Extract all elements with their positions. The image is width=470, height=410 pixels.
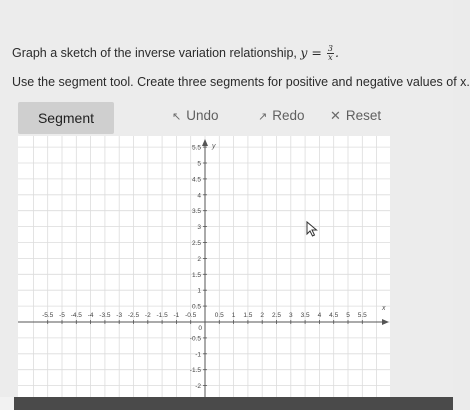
pointer-cursor-icon: [306, 221, 318, 242]
undo-arrow-icon: ↖: [172, 111, 182, 123]
equation-end: .: [334, 45, 339, 60]
y-tick-label: 0.5: [191, 303, 201, 311]
equation-denominator: x: [328, 53, 333, 62]
equation-numerator: 3: [327, 44, 333, 53]
x-axis-arrow-icon: [382, 319, 389, 325]
y-tick-label: 4.5: [191, 176, 201, 184]
equation-fraction: [327, 45, 334, 62]
bottom-bar-edge: [0, 397, 14, 410]
undo-label: Undo: [186, 108, 219, 123]
undo-button[interactable]: [172, 108, 219, 123]
y-tick-label: 2.5: [191, 240, 201, 247]
y-tick-label: -2: [195, 383, 201, 391]
x-tick-label: 3.5: [300, 312, 310, 319]
x-tick-label: 1.5: [243, 312, 253, 319]
graph-canvas[interactable]: [18, 136, 390, 398]
y-tick-label: 3.5: [191, 208, 201, 216]
y-tick-label: -0.5: [189, 335, 201, 343]
y-tick-label: 2: [197, 255, 201, 263]
instruction-text: Use the segment tool. Create three segments for positive and negative values of x.: [12, 75, 470, 89]
question-prompt: Graph a sketch of the inverse variation relationship,: [12, 46, 297, 60]
x-tick-label: -1.5: [156, 312, 168, 319]
y-tick-label: -1.5: [189, 367, 201, 375]
x-tick-label: 3: [288, 312, 293, 319]
close-icon: ✕: [330, 108, 341, 123]
x-tick-label: -3: [116, 312, 123, 319]
x-tick-label: 2.5: [271, 312, 282, 319]
equation-lhs: y =: [300, 45, 322, 60]
y-tick-label: 1.5: [191, 271, 201, 279]
x-tick-label: 2: [260, 312, 265, 319]
y-tick-label: 5.5: [191, 144, 201, 152]
x-tick-label: 5.5: [357, 312, 367, 319]
equation: [300, 45, 339, 60]
coordinate-plane[interactable]: [18, 136, 390, 398]
y-axis-arrow-icon: [202, 139, 208, 146]
x-tick-label: -4: [87, 312, 94, 319]
bottom-bar: [0, 397, 453, 410]
x-tick-label: -5.5: [42, 312, 54, 319]
x-tick-label: -2.5: [127, 312, 140, 319]
segment-tool-button[interactable]: Segment: [18, 102, 114, 134]
reset-label: Reset: [345, 108, 382, 123]
x-tick-label: 1: [231, 312, 236, 319]
x-tick-label: -2: [144, 312, 151, 319]
y-tick-label: 1: [197, 287, 201, 295]
redo-button[interactable]: [258, 108, 305, 123]
origin-label: 0: [198, 325, 202, 332]
y-tick-label: 5: [197, 160, 201, 168]
graph-toolbar: [12, 100, 442, 136]
x-tick-label: 4: [317, 312, 322, 319]
y-tick-label: -1: [195, 351, 201, 359]
x-axis-label: x: [382, 305, 386, 312]
x-tick-label: 0.5: [214, 312, 224, 319]
x-tick-label: -0.5: [185, 312, 197, 319]
y-axis-label: y: [212, 143, 216, 150]
y-tick-label: 4: [197, 192, 201, 200]
x-tick-label: -4.5: [70, 312, 82, 319]
x-tick-label: -1: [173, 312, 180, 319]
redo-arrow-icon: ↗: [258, 111, 268, 123]
x-tick-label: -3.5: [99, 312, 111, 319]
reset-button[interactable]: [330, 108, 381, 124]
x-tick-label: -5: [59, 312, 65, 319]
x-tick-label: 5: [346, 312, 350, 319]
question-text: [12, 45, 339, 62]
y-tick-label: 3: [197, 224, 201, 232]
x-tick-label: 4.5: [329, 312, 339, 319]
redo-label: Redo: [272, 108, 305, 123]
